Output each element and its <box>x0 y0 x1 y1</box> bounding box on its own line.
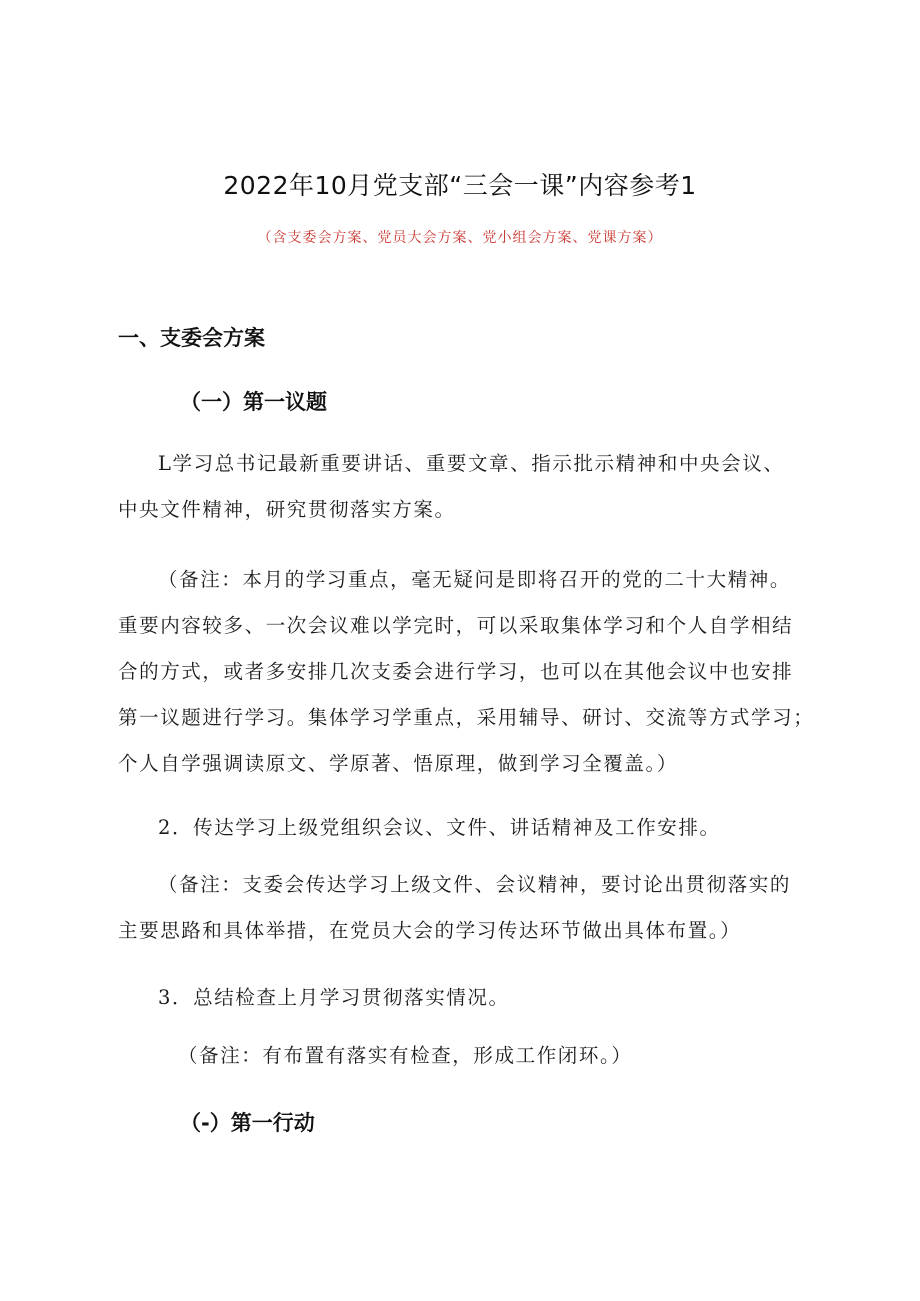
section-heading-branch-committee: 一、支委会方案 <box>118 326 265 350</box>
paragraph-item-1: L学习总书记最新重要讲话、重要文章、指示批示精神和中央会议、 中央文件精神，研究贯彻落实方案。 <box>118 452 785 521</box>
paragraph-note-1: （备注：本月的学习重点，毫无疑问是即将召开的党的二十大精神。 重要内容较多、一次会议难以学完时，可以采取集体学习和个人自学相结 合的方式，或者多安排几次支委会进行学习，也可以在其他会议中也安排 第一议题进行学习。集体学习学重点，采用辅导、研讨、交流等方式学习； 个人自学强调读原文、学原著、悟原理，做到学习全覆盖。） <box>118 568 815 775</box>
document-title: 2022年10月党支部“三会一课”内容参考1 <box>223 171 697 200</box>
subsection-heading-first-action: （-）第一行动 <box>180 1111 315 1135</box>
document-subtitle: （含支委会方案、党员大会方案、党小组会方案、党课方案） <box>257 230 663 246</box>
paragraph-note-3: （备注：有布置有落实有检查，形成工作闭环。） <box>178 1044 633 1067</box>
paragraph-note-2: （备注：支委会传达学习上级文件、会议精神，要讨论出贯彻落实的 主要思路和具体举措，在党员大会的学习传达环节做出具体布置。） <box>118 873 792 942</box>
paragraph-item-2: 2．传达学习上级党组织会议、文件、讲话精神及工作安排。 <box>158 816 721 839</box>
paragraph-item-3: 3．总结检查上月学习贯彻落实情况。 <box>158 986 510 1009</box>
subsection-heading-first-topic: （一）第一议题 <box>180 390 327 414</box>
